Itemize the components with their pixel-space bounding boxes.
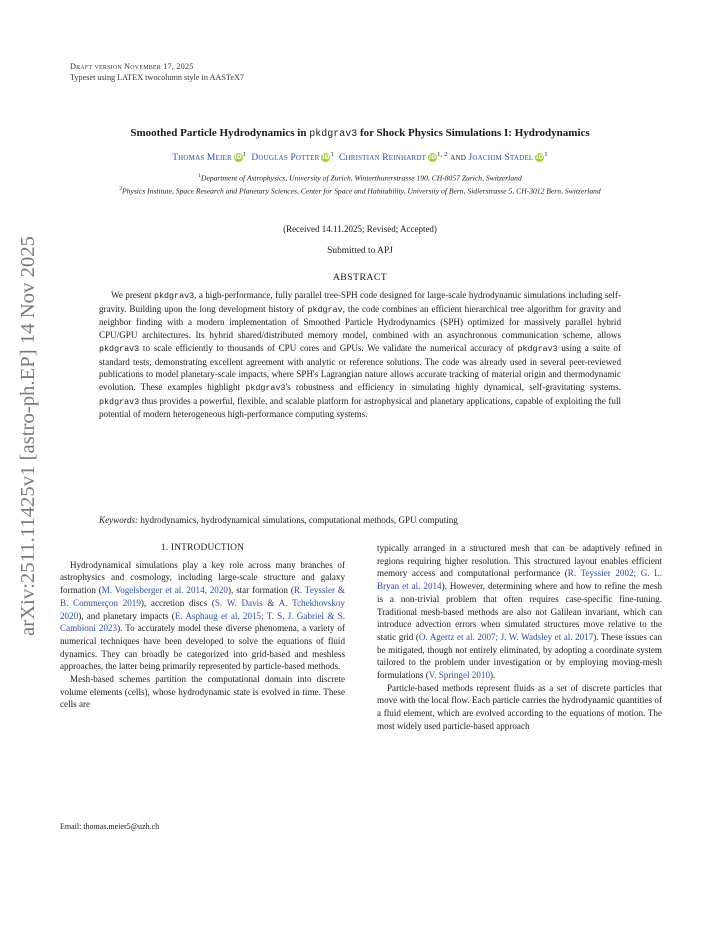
orcid-icon[interactable]: iD <box>428 154 437 162</box>
arxiv-stamp-svg <box>12 236 42 636</box>
right-column-body <box>377 542 662 733</box>
corresponding-email[interactable]: Email: thomas.meier5@uzh.ch <box>60 822 160 831</box>
author-1[interactable]: Thomas Meier $iD^1$ <box>172 151 247 164</box>
affiliation-1: $^1$Department of Astrophysics, University of Zurich, Winterthurerstrasse 190, CH-8057 Zurich, Switzerland <box>198 173 522 183</box>
section-heading-introduction: 1. INTRODUCTION <box>160 543 245 553</box>
paragraph-text: ), accretion discs ( <box>140 597 215 608</box>
abstract-text: to scale efficiently to thousands of CPU cores and GPUs. We validate the numerical accuracy of <box>139 342 518 353</box>
paragraph <box>377 542 662 682</box>
abstract-text: thus provides a powerful, flexible, and scalable platform for astrophysical and planetary applications, capable of exploiting the full potential of modern heterogeneous high-performance computing systems. <box>99 395 621 420</box>
author-4[interactable]: Joachim Stadel $iD^1$ <box>468 151 548 164</box>
code-name: pkdgrav3 <box>245 382 286 393</box>
keywords-line <box>99 515 621 525</box>
arxiv-identifier-stamp <box>12 236 42 636</box>
author-2[interactable]: Douglas Potter $iD^1$ <box>251 151 334 164</box>
keywords-label: Keywords: <box>99 515 139 525</box>
left-column <box>60 542 345 711</box>
code-name: pkdgrav3 <box>517 343 558 354</box>
abstract-text: , a high-performance, fully parallel tree-SPH code designed for large-scale hydrodynamic simulations including self-gravity. Building upon the long development history of <box>99 290 621 314</box>
abstract-text: 's robustness and efficiency in simulating highly dynamical, self-gravitating systems. <box>285 381 621 392</box>
author-list <box>60 151 660 163</box>
paragraph-text: ). However, determining where and how to refine the mesh is a non-trivial problem that often requires case-specific fine-tuning. Traditional mesh-based methods are also not Galilean invariant, which can introduce advection errors when simulated structures move relative to the static grid ( <box>377 581 662 642</box>
title-part-2: for Shock Physics Simulations I: Hydrodynamics <box>357 127 590 139</box>
orcid-icon[interactable]: iD <box>536 154 544 162</box>
code-name: pkdgrav3 <box>153 291 195 301</box>
abstract-text: , the code combines an efficient hierarchical tree algorithm for gravity and neighbor finding with a modern implementation of Smoothed Particle Hydrodynamics (SPH) optimized for massively parallel hybrid CPU/GPU architectures. Its hybrid shared/distributed memory model, combined with an asynchronous communication scheme, allows <box>99 303 622 341</box>
paragraph-text: ), and planetary impacts ( <box>78 610 175 621</box>
paper-title <box>60 127 660 140</box>
abstract-heading: ABSTRACT <box>332 272 388 283</box>
paragraph-text: Mesh-based schemes partition the computational domain into discrete volume elements (cells), whose hydrodynamic state is evolved in time. These cells are <box>60 674 345 710</box>
abstract-body <box>99 289 621 421</box>
abstract-text: using a suite of standard tests, demonstrating excellent agreement with analytic or reference solutions. The code was already used in several peer-reviewed publications to model planetary-scale impacts, where SPH's Lagrangian nature allows accurate tracking of material origin and thermodynamic evolution. These examples highlight <box>99 342 621 392</box>
submitted-line: Submitted to APJ <box>327 246 393 256</box>
code-name: pkdgrav <box>307 304 343 315</box>
paragraph-text: ). <box>490 670 496 681</box>
code-name: pkdgrav3 <box>99 396 140 407</box>
paragraph-text: typically arranged in a structured mesh that can be adaptively refined in regions requiring higher resolution. This structured layout enables efficient memory access and computational performance ( <box>377 543 662 579</box>
arxiv-stamp-text: arXiv:2511.11425v1 [astro-ph.EP] 14 Nov 2025 <box>18 259 39 636</box>
abstract-text: We present <box>111 290 154 300</box>
orcid-icon[interactable]: iD <box>322 154 330 162</box>
paragraph <box>60 673 345 711</box>
paragraph <box>377 682 662 733</box>
citation-link[interactable]: E. Asphaug et al. 2015; T. S. J. Gabriel & S. Cambioni 2023 <box>60 610 345 634</box>
paragraph <box>60 559 345 673</box>
citation-link[interactable]: V. Springel 2010 <box>428 670 490 681</box>
affiliation-2: $^2$Physics Institute, Space Research and Planetary Sciences, Center for Space and Habitability, University of Bern, Sidlerstrasse 5, CH-3012 Bern, Switzerland <box>119 186 601 196</box>
orcid-icon[interactable]: iD <box>234 154 243 162</box>
left-column-body <box>60 559 345 711</box>
code-name: pkdgrav3 <box>99 343 140 354</box>
paragraph-text: Particle-based methods represent fluids as a set of discrete particles that move with the local flow. Each particle carries the hydrodynamic quantities of a fluid element, which are evolved according to the equations of motion. The most widely used particle-based approach <box>377 682 662 731</box>
paragraph-text: ). To accurately model these diverse phenomena, a variety of numerical techniques have been developed to solve the equations of fluid dynamics. They can broadly be categorized into grid-based and meshless approaches, the latter being primarily represented by particle-based methods. <box>60 623 345 672</box>
paragraph-text: ), star formation ( <box>227 585 294 596</box>
author-3[interactable]: Christian Reinhardt iD$^{1, 2}$ <box>339 151 448 164</box>
citation-link[interactable]: O. Agertz et al. 2007; J. W. Wadsley et al. 2017 <box>418 631 594 642</box>
keywords-list: hydrodynamics, hydrodynamical simulations, computational methods, GPU computing <box>140 515 458 525</box>
title-part-1: Smoothed Particle Hydrodynamics in <box>130 127 310 139</box>
received-line: (Received 14.11.2025; Revised; Accepted) <box>283 224 437 234</box>
paragraph-text: Hydrodynamical simulations play a key role across many branches of astrophysics and cosmology, including large-scale structure and galaxy formation ( <box>60 559 345 596</box>
title-code-name: pkdgrav3 <box>309 129 358 140</box>
citation-link[interactable]: R. Teyssier & B. Commerçon 2019 <box>60 585 345 608</box>
citation-link[interactable]: R. Teyssier 2002; G. L. Bryan et al. 2014 <box>377 568 662 592</box>
right-column <box>377 542 662 733</box>
draft-version-line: Draft version November 17, 2025 <box>70 62 194 71</box>
citation-link[interactable]: M. Vogelsberger et al. 2014, 2020 <box>101 585 228 596</box>
citation-link[interactable]: S. W. Davis & A. Tchekhovskoy 2020 <box>60 597 345 621</box>
authors-and: and <box>450 153 466 164</box>
draft-header <box>70 61 244 83</box>
typeset-line: Typeset using LATEX twocolumn style in AASTeX7 <box>70 73 244 82</box>
paragraph-text: ). These issues can be mitigated, though not entirely eliminated, by adopting a coordinate system tailored to the problem under investigation or by employing moving-mesh formulations ( <box>377 631 662 681</box>
